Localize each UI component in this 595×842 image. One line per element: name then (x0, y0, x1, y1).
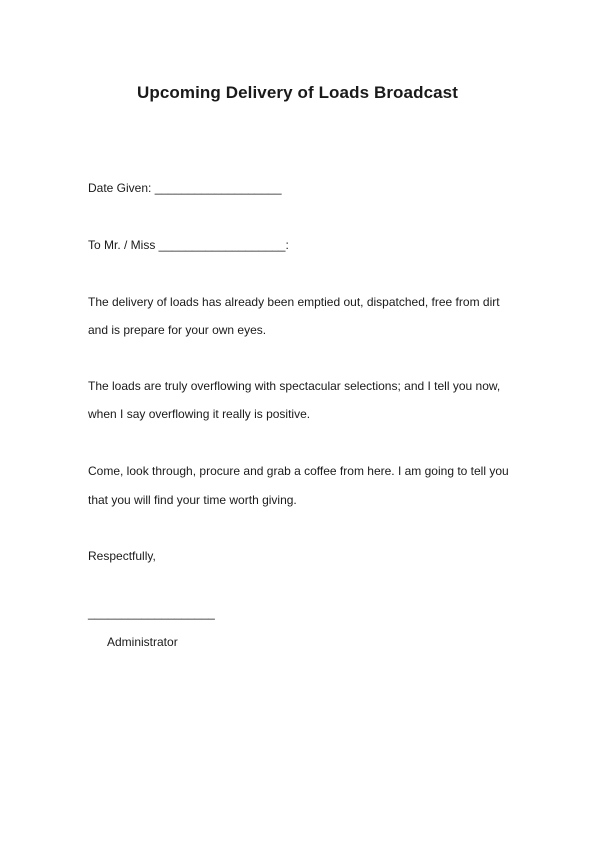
document-title: Upcoming Delivery of Loads Broadcast (136, 83, 458, 102)
signature-line: ___________________ (88, 606, 215, 620)
paragraph-3-line-2: that you will find your time worth giving. (88, 493, 297, 507)
date-given-line: Date Given: ___________________ (88, 181, 282, 195)
paragraph-1-line-2: and is prepare for your own eyes. (88, 323, 267, 337)
paragraph-2-line-1: The loads are truly overflowing with spectacular selections; and I tell you now, (88, 379, 501, 393)
closing-salutation: Respectfully, (88, 549, 156, 563)
paragraph-1-line-1: The delivery of loads has already been emptied out, dispatched, free from dirt (88, 295, 500, 309)
signature-name: Administrator (107, 635, 178, 649)
paragraph-2-line-2: when I say overflowing it really is positive. (88, 407, 311, 421)
recipient-line: To Mr. / Miss ___________________: (88, 238, 289, 252)
paragraph-3-line-1: Come, look through, procure and grab a coffee from here. I am going to tell you (88, 464, 509, 478)
